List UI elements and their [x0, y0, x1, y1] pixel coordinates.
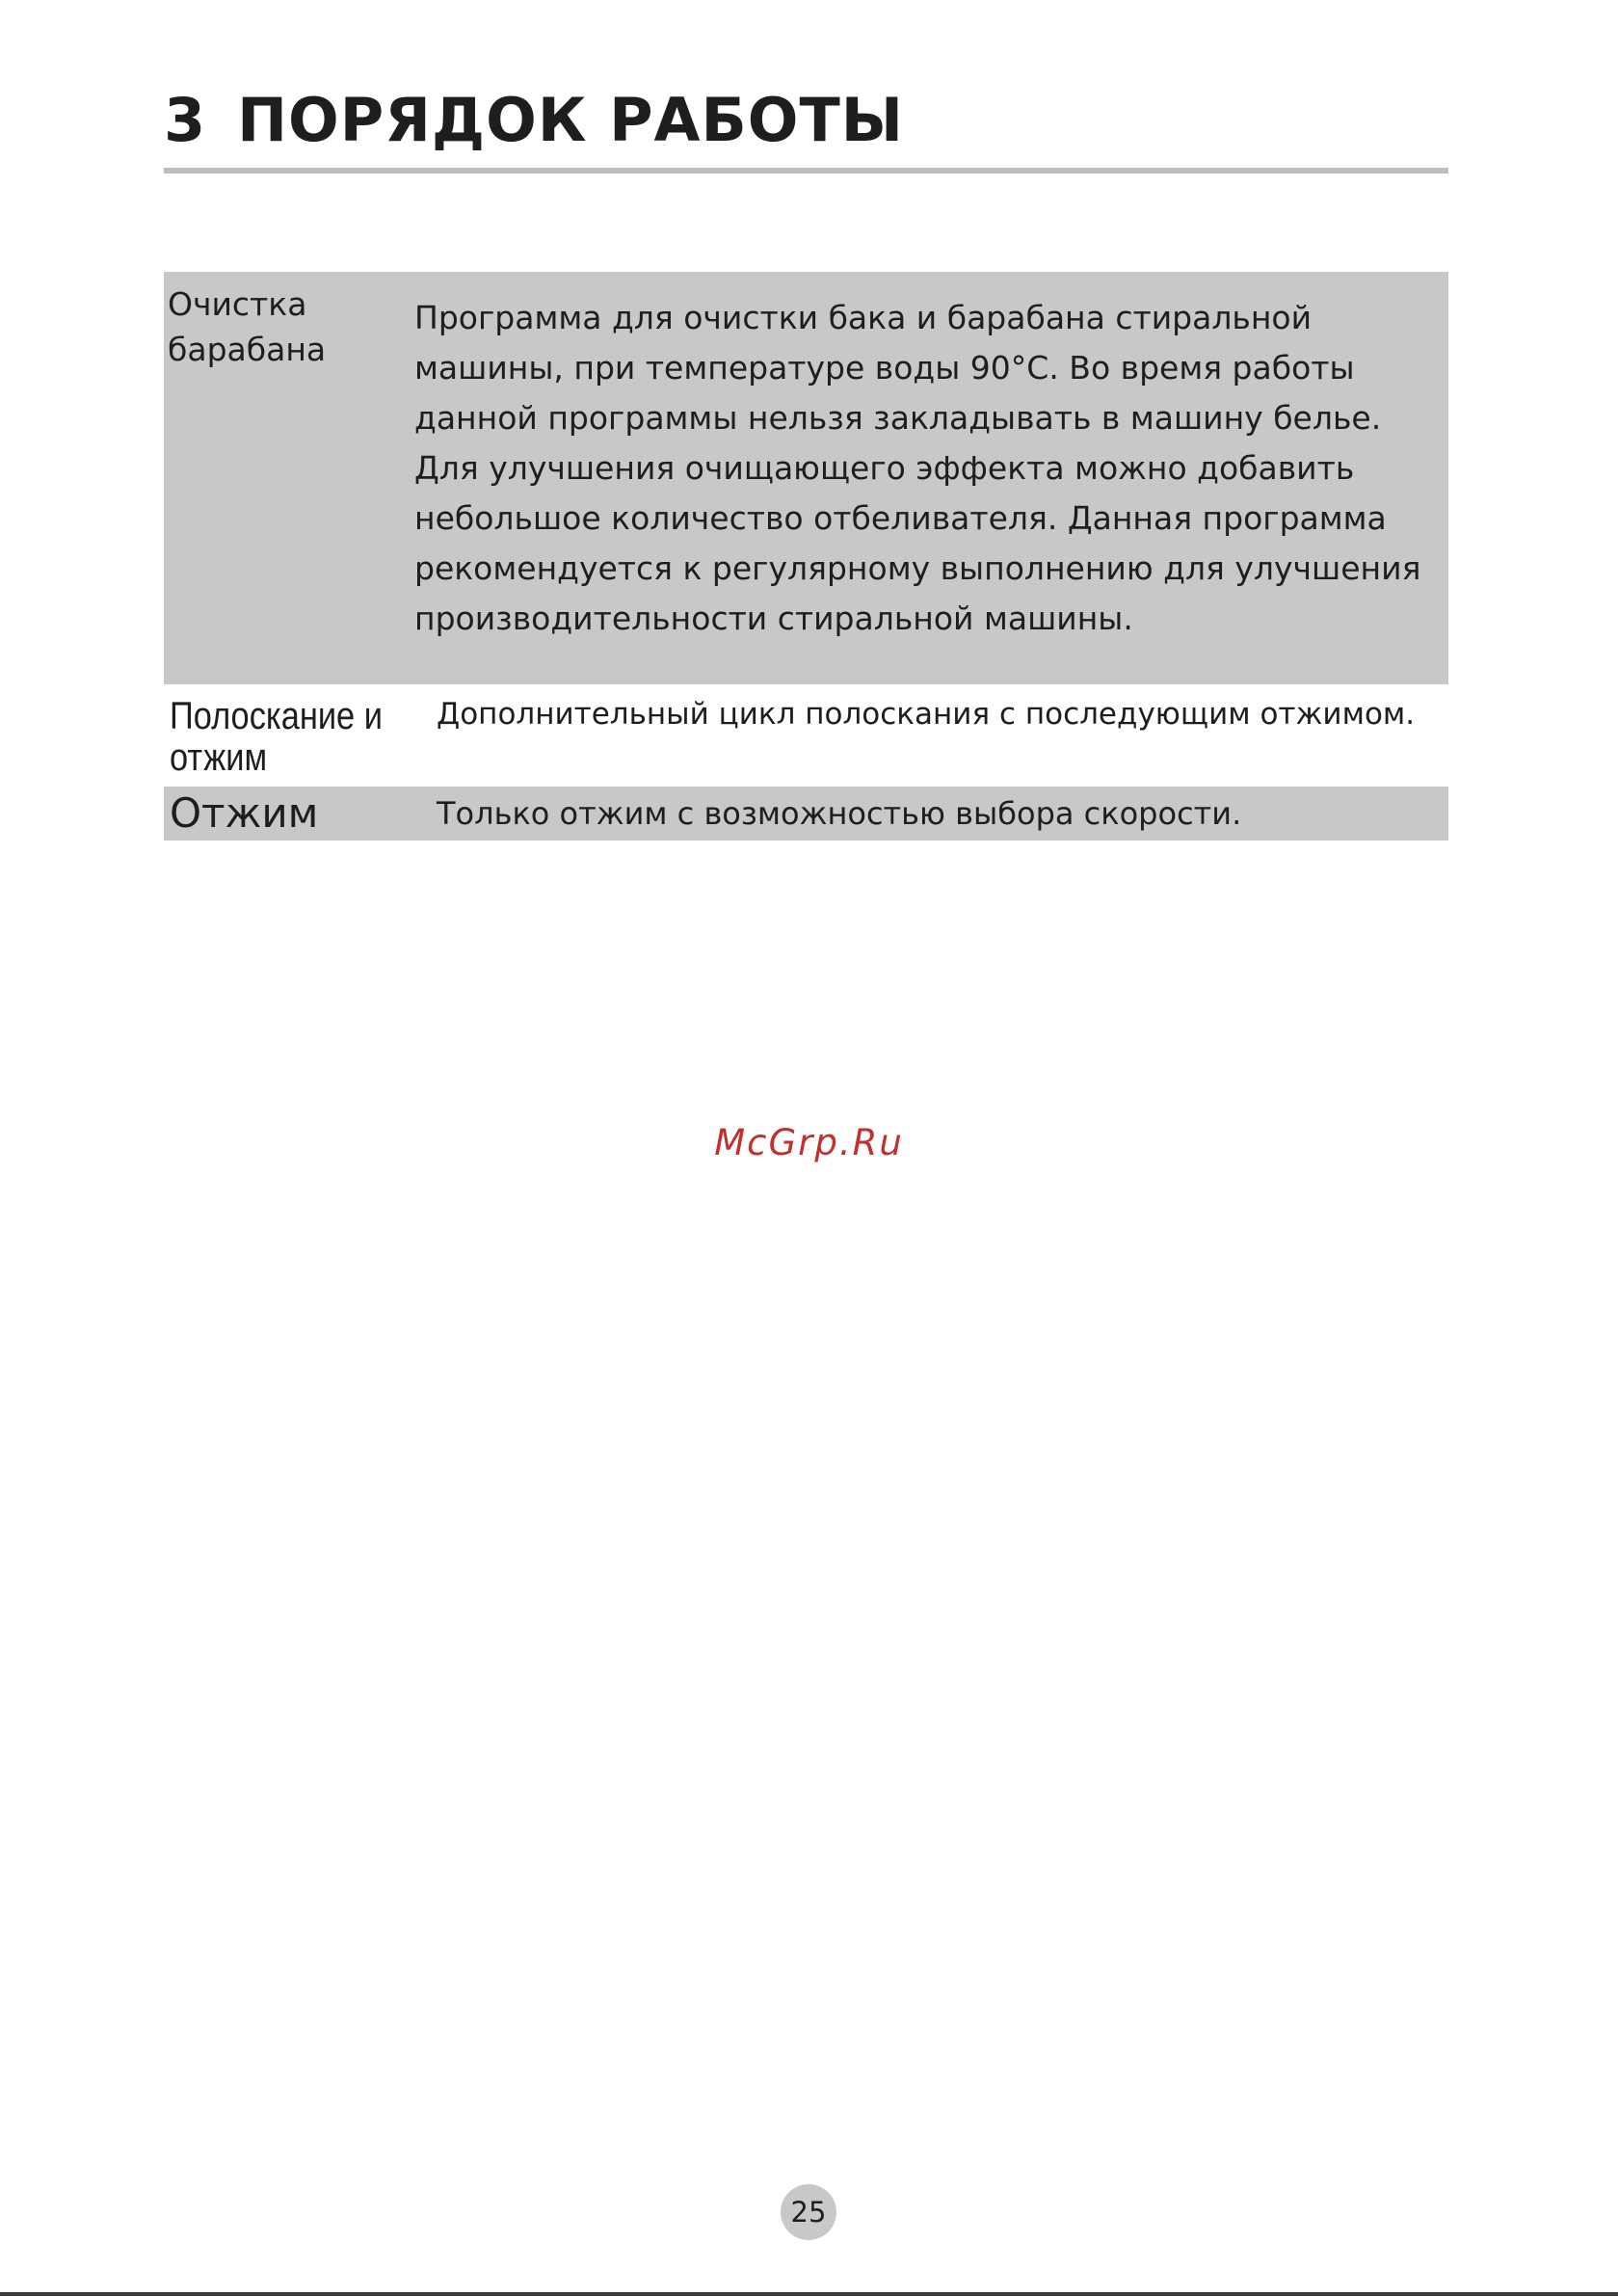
table-row-drum-clean: [164, 272, 1448, 684]
program-description-rinse-spin: Дополнительный цикл полоскания с последующим отжимом.: [437, 697, 1416, 732]
bottom-border: [0, 2292, 1618, 2296]
table-row-spin: [164, 787, 1448, 841]
program-name-drum-clean: Очистка барабана: [168, 285, 327, 368]
section-heading-text: ПОРЯДОК РАБОТЫ: [237, 85, 905, 155]
page-number: 25: [781, 2184, 836, 2240]
section-number: 3: [164, 85, 207, 155]
title-underline: [164, 168, 1448, 174]
program-name-spin: Отжим: [170, 789, 319, 837]
watermark: McGrp.Ru: [714, 1122, 904, 1163]
program-table: [164, 272, 1448, 841]
program-description-drum-clean: Программа для очистки бака и барабана стиральной машины, при температуре воды 90°С. Во время работы данной программы нельзя закладывать в машину белье. Для улучшения очищающего эффекта можно добавить небольшое количество отбеливателя. Данная программа рекомендуется к регулярному выполнению для улучшения производительности стиральной машины.: [414, 299, 1421, 637]
program-description-spin: Только отжим с возможностью выбора скорости.: [437, 795, 1242, 832]
table-row-rinse-spin: [164, 684, 1448, 787]
program-name-rinse-spin: Полоскание и отжим: [170, 695, 383, 779]
section-title: [164, 85, 904, 155]
